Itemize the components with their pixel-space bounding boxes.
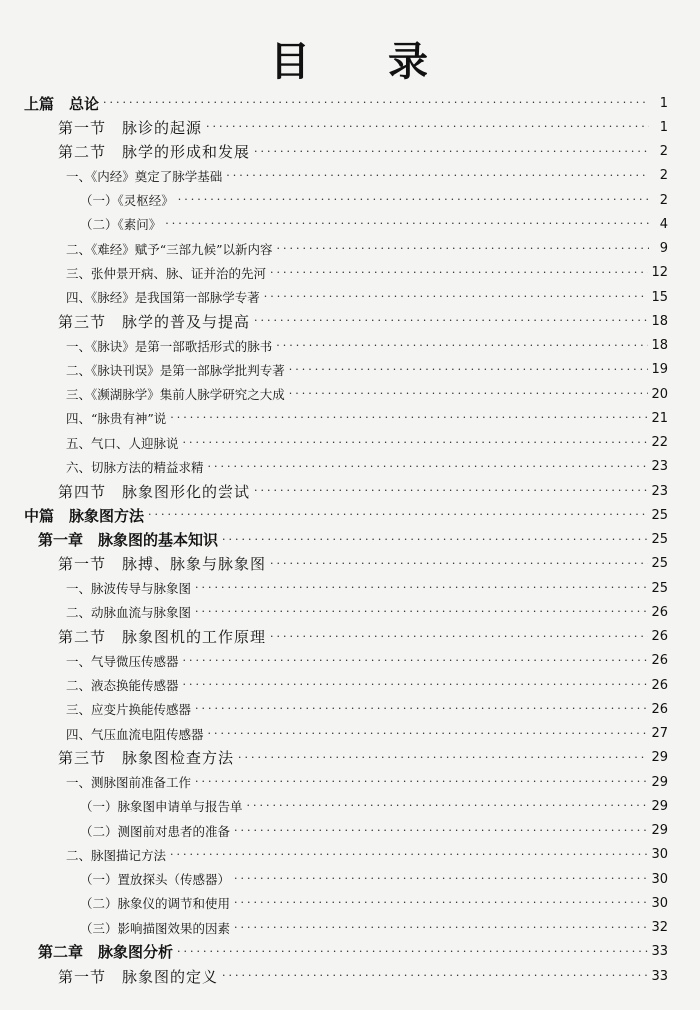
toc-entry-title: 六、切脉方法的精益求精 — [66, 459, 204, 475]
dot-leader — [183, 650, 649, 672]
toc-entry-page: 25 — [651, 556, 668, 572]
toc-entry-title: 第二节 脉象图机的工作原理 — [58, 628, 267, 646]
title-char-1: 目 — [270, 39, 312, 85]
toc-entry-title: 四、气压血流电阻传感器 — [66, 726, 204, 742]
toc-entry[interactable] — [66, 238, 668, 260]
toc-entry-title: （二）测图前对患者的准备 — [80, 823, 231, 839]
toc-entry-title: 三、张仲景开病、脉、证并治的先河 — [66, 265, 267, 281]
toc-entry-page: 25 — [651, 580, 668, 596]
toc-entry[interactable] — [80, 189, 668, 211]
toc-entry[interactable] — [80, 868, 668, 890]
toc-entry[interactable] — [24, 92, 668, 114]
dot-leader — [178, 189, 649, 211]
toc-entry-page: 23 — [651, 459, 668, 475]
toc-entry-page: 9 — [659, 241, 668, 256]
dot-leader — [170, 844, 648, 866]
toc-entry[interactable] — [66, 698, 668, 720]
dot-leader — [270, 553, 648, 575]
dot-leader — [208, 723, 649, 745]
toc-entry-page: 2 — [659, 192, 668, 208]
toc-entry-page: 2 — [659, 144, 668, 159]
toc-entry-page: 32 — [651, 920, 668, 935]
toc-entry-title: 第二章 脉象图分析 — [38, 943, 174, 962]
toc-entry-page: 22 — [651, 435, 668, 450]
dot-leader — [254, 310, 648, 332]
toc-entry-title: （二）脉象仪的调节和使用 — [80, 896, 231, 912]
title-char-2: 录 — [388, 39, 430, 85]
toc-entry-page: 29 — [651, 750, 668, 766]
toc-entry[interactable] — [58, 965, 668, 987]
toc-entry-title: 四、《脉经》是我国第一部脉学专著 — [66, 290, 260, 305]
toc-entry-title: 二、脉图描记方法 — [66, 847, 167, 863]
dot-leader — [195, 577, 648, 599]
toc-entry-title: 二、《难经》赋予“三部九候”以新内容 — [66, 241, 273, 257]
dot-leader — [183, 432, 649, 454]
toc-entry-title: 五、气口、人迎脉说 — [66, 435, 179, 451]
dot-leader — [183, 674, 649, 696]
toc-entry-page: 29 — [651, 798, 668, 814]
toc-entry-title: 第一章 脉象图的基本知识 — [38, 531, 219, 549]
dot-leader — [264, 286, 649, 308]
toc-entry-title: 二、《脉诀刊误》是第一部脉学批判专著 — [66, 362, 285, 378]
toc-entry[interactable] — [58, 310, 668, 332]
toc-entry-page: 30 — [651, 895, 668, 911]
dot-leader — [170, 407, 648, 429]
dot-leader — [234, 892, 648, 914]
toc-entry[interactable] — [80, 795, 668, 817]
toc-entry-page: 15 — [651, 289, 668, 305]
toc-entry-title: 第一节 脉搏、脉象与脉象图 — [58, 555, 267, 574]
toc-entry-page: 23 — [651, 483, 668, 499]
dot-leader — [254, 480, 648, 502]
toc-entry-page: 33 — [651, 968, 668, 984]
toc-entry-title: 一、气导微压传感器 — [66, 653, 179, 669]
toc-entry[interactable] — [66, 577, 668, 599]
toc-entry[interactable] — [66, 335, 668, 357]
toc-entry-page: 21 — [651, 410, 668, 426]
dot-leader — [270, 262, 648, 284]
toc-entry-page: 2 — [659, 168, 668, 184]
toc-entry-title: 中篇 脉象图方法 — [24, 506, 145, 525]
toc-entry-title: 第一节 脉象图的定义 — [58, 967, 219, 986]
page-title — [0, 30, 700, 87]
dot-leader — [234, 820, 648, 842]
toc-entry-page: 30 — [651, 847, 668, 863]
dot-leader — [247, 795, 649, 817]
dot-leader — [234, 868, 648, 890]
toc-entry-page: 26 — [651, 629, 668, 644]
toc-entry-page: 27 — [651, 726, 668, 741]
dot-leader — [254, 141, 649, 163]
toc-entry[interactable] — [66, 601, 668, 623]
toc-entry[interactable] — [66, 844, 668, 866]
toc-entry[interactable] — [38, 941, 668, 963]
toc-entry[interactable] — [66, 383, 668, 405]
toc-entry-title: 一、《内经》奠定了脉学基础 — [66, 168, 223, 184]
toc-entry-page: 25 — [651, 507, 668, 523]
toc-entry-page: 29 — [651, 774, 668, 790]
dot-leader — [289, 359, 649, 381]
toc-entry-page: 33 — [651, 944, 668, 960]
toc-entry[interactable] — [66, 723, 668, 745]
toc-entry-page: 19 — [651, 362, 668, 378]
toc-entry-page: 26 — [651, 677, 668, 693]
toc-entry-page: 4 — [659, 216, 668, 232]
toc-entry-page: 20 — [651, 386, 668, 402]
toc-entry[interactable] — [58, 116, 668, 138]
toc-entry[interactable] — [80, 892, 668, 914]
dot-leader — [289, 383, 649, 405]
toc-entry-title: （一）脉象图申请单与报告单 — [80, 799, 243, 815]
toc-entry-page: 26 — [651, 604, 668, 620]
toc-entry-title: 二、动脉血流与脉象图 — [66, 605, 192, 621]
toc-entry-page: 18 — [651, 338, 668, 353]
toc-entry-page: 26 — [651, 653, 668, 669]
toc-entry-title: （一）《灵枢经》 — [80, 193, 174, 208]
toc-entry-page: 1 — [659, 119, 668, 135]
dot-leader — [195, 771, 648, 793]
toc-entry[interactable] — [80, 820, 668, 842]
dot-leader — [177, 941, 648, 963]
toc-entry[interactable] — [66, 286, 668, 308]
toc-entry[interactable] — [80, 917, 668, 939]
toc-entry-page: 1 — [659, 95, 668, 111]
toc-entry[interactable] — [58, 747, 668, 769]
toc-entry-page: 29 — [651, 823, 668, 838]
toc-entry-page: 26 — [651, 701, 668, 717]
dot-leader — [276, 335, 648, 357]
dot-leader — [277, 238, 649, 260]
dot-leader — [270, 626, 648, 648]
toc-entry-title: （二）《素问》 — [80, 217, 162, 233]
dot-leader — [238, 747, 648, 769]
toc-entry-title: 一、《脉诀》是第一部歌括形式的脉书 — [66, 338, 273, 354]
toc-entry-title: 第四节 脉象图形化的尝试 — [58, 482, 251, 501]
toc-entry[interactable] — [24, 504, 668, 526]
toc-entry[interactable] — [66, 432, 668, 454]
toc-entry[interactable] — [80, 213, 668, 235]
toc-entry-title: 第一节 脉诊的起源 — [58, 118, 203, 137]
toc-entry[interactable] — [66, 674, 668, 696]
toc-entry-page: 30 — [651, 871, 668, 887]
toc-entry-page: 25 — [651, 532, 668, 547]
toc-entry[interactable] — [66, 262, 668, 284]
toc-entry-title: 第三节 脉象图检查方法 — [58, 749, 235, 768]
toc-entry[interactable] — [66, 771, 668, 793]
toc-entry-title: （一）置放探头（传感器） — [80, 872, 231, 887]
dot-leader — [234, 917, 648, 939]
toc-entry-title: （三）影响描图效果的因素 — [80, 920, 231, 936]
toc-entry-title: 第二节 脉学的形成和发展 — [58, 143, 251, 161]
dot-leader — [222, 529, 648, 551]
toc-entry-title: 三、应变片换能传感器 — [66, 702, 192, 718]
toc-entry[interactable] — [58, 480, 668, 502]
toc-entry-title: 一、脉波传导与脉象图 — [66, 581, 192, 596]
toc-entry[interactable] — [66, 650, 668, 672]
dot-leader — [222, 965, 648, 987]
toc-entry[interactable] — [58, 553, 668, 575]
toc-entry[interactable] — [58, 626, 668, 648]
dot-leader — [148, 504, 648, 526]
toc-entry[interactable] — [66, 456, 668, 478]
toc-entry[interactable] — [66, 165, 668, 187]
toc-entry[interactable] — [66, 359, 668, 381]
toc-entry-title: 三、《濒湖脉学》集前人脉学研究之大成 — [66, 387, 285, 402]
dot-leader — [195, 698, 648, 720]
toc-entry-title: 上篇 总论 — [24, 94, 100, 113]
toc-entry-page: 18 — [651, 313, 668, 329]
toc-entry-title: 四、“脉贵有神”说 — [66, 411, 167, 427]
dot-leader — [226, 165, 649, 187]
dot-leader — [103, 92, 649, 114]
toc-entry-title: 第三节 脉学的普及与提高 — [58, 312, 251, 331]
toc-entry-title: 一、测脉图前准备工作 — [66, 775, 192, 790]
dot-leader — [195, 601, 648, 623]
dot-leader — [206, 116, 649, 138]
toc-entry[interactable] — [38, 529, 668, 551]
dot-leader — [208, 456, 649, 478]
toc-entry[interactable] — [58, 141, 668, 163]
dot-leader — [165, 213, 649, 235]
toc-entry-page: 12 — [651, 265, 668, 281]
toc-entry[interactable] — [66, 407, 668, 429]
toc-entry-title: 二、液态换能传感器 — [66, 678, 179, 693]
